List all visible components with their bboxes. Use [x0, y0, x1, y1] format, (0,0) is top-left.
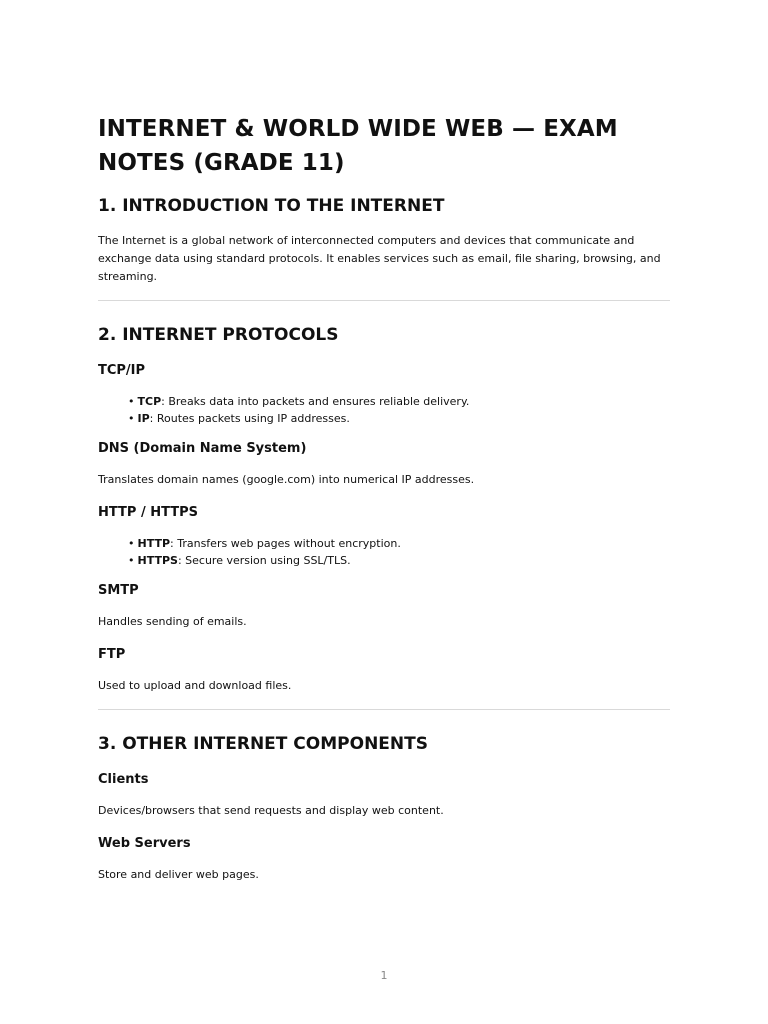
list-item	[128, 410, 670, 427]
bullet-icon: •	[128, 412, 135, 425]
list-item	[128, 393, 670, 410]
subheading-web-servers: Web Servers	[98, 836, 191, 851]
paragraph-smtp: Handles sending of emails.	[98, 615, 247, 628]
subheading-clients: Clients	[98, 772, 149, 787]
paragraph-ftp: Used to upload and download files.	[98, 679, 292, 692]
bullet-term: TCP	[137, 395, 162, 408]
bullet-description: : Transfers web pages without encryption.	[170, 537, 401, 550]
subheading-ftp: FTP	[98, 647, 126, 662]
section-paragraph-introduction: The Internet is a global network of interconnected computers and devices that communicate and exchange data using standard protocols. It enables services such as email, file sharing, browsing, and streaming.	[98, 234, 661, 283]
bullet-description: : Routes packets using IP addresses.	[149, 412, 350, 425]
bullet-icon: •	[128, 395, 135, 408]
bullet-term: IP	[137, 412, 150, 425]
section-heading-protocols: 2. INTERNET PROTOCOLS	[98, 325, 339, 345]
bullet-icon: •	[128, 554, 135, 567]
subheading-http-https: HTTP / HTTPS	[98, 505, 199, 520]
bullet-icon: •	[128, 537, 135, 550]
bullet-list-tcp-ip	[98, 393, 670, 427]
bullet-term: HTTP	[137, 537, 171, 550]
bullet-description: : Breaks data into packets and ensures reliable delivery.	[161, 395, 470, 408]
bullet-term: HTTPS	[137, 554, 178, 567]
section-divider	[98, 300, 670, 301]
subheading-tcp-ip: TCP/IP	[98, 363, 146, 378]
bullet-description: : Secure version using SSL/TLS.	[177, 554, 351, 567]
bullet-list-http-https	[98, 535, 670, 569]
paragraph-dns: Translates domain names (google.com) into numerical IP addresses.	[98, 473, 475, 486]
section-heading-introduction: 1. INTRODUCTION TO THE INTERNET	[98, 196, 445, 216]
section-heading-components: 3. OTHER INTERNET COMPONENTS	[98, 734, 428, 754]
paragraph-clients: Devices/browsers that send requests and display web content.	[98, 804, 444, 817]
subheading-dns: DNS (Domain Name System)	[98, 441, 307, 456]
page-number: 1	[380, 969, 388, 982]
document-title: INTERNET & WORLD WIDE WEB — EXAM NOTES (GRADE 11)	[98, 116, 618, 176]
subheading-smtp: SMTP	[98, 583, 139, 598]
section-divider	[98, 709, 670, 710]
paragraph-web-servers: Store and deliver web pages.	[98, 868, 259, 881]
list-item	[128, 552, 670, 569]
list-item	[128, 535, 670, 552]
document-page	[98, 112, 670, 898]
